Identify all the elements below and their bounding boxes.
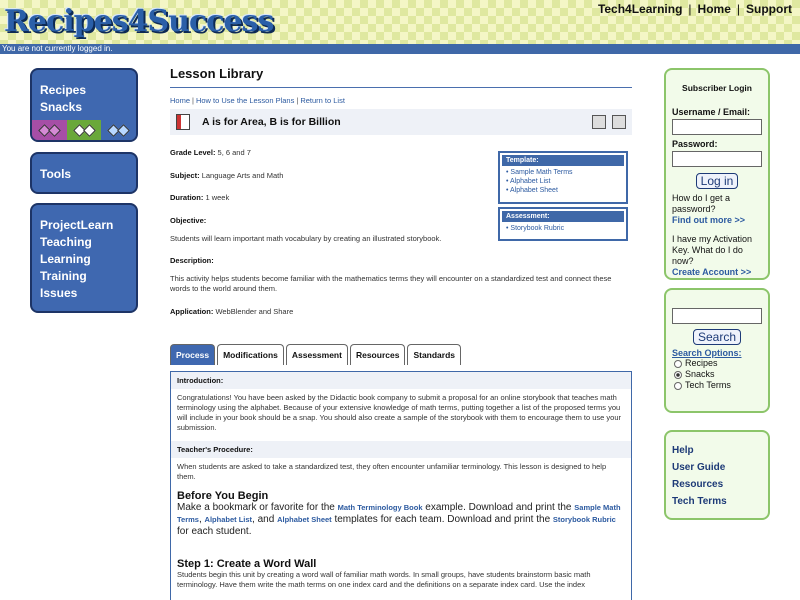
radio-tech-terms[interactable]: Tech Terms — [666, 380, 768, 391]
grade-level: Grade Level: 5, 6 and 7 — [170, 148, 251, 157]
step1-title: Step 1: Create a Word Wall — [177, 558, 317, 570]
tab-assessment[interactable]: Assessment — [286, 344, 348, 365]
password-help: How do I get a password? — [672, 193, 731, 214]
support-link[interactable]: Support — [746, 2, 792, 16]
login-box — [664, 68, 770, 280]
tab-resources[interactable]: Resources — [350, 344, 405, 365]
diamond-icon — [67, 120, 102, 140]
save-icon[interactable] — [612, 115, 626, 129]
resources-link[interactable]: Resources — [672, 479, 724, 490]
duration: Duration: 1 week — [170, 193, 230, 202]
template-box — [498, 151, 628, 204]
lesson-tabs — [170, 344, 461, 365]
site-header — [0, 0, 800, 44]
activation-help: I have my Activation Key. What do I do now? — [672, 234, 753, 266]
intro-header: Introduction: — [171, 372, 631, 389]
main-content — [170, 66, 632, 135]
diamond-icon — [101, 120, 136, 140]
assessment-box — [498, 207, 628, 241]
login-status: You are not currently logged in. — [0, 44, 800, 54]
link-storybook-rubric[interactable]: Storybook Rubric — [552, 515, 616, 524]
crumb-return[interactable]: Return to List — [300, 96, 345, 105]
help-link[interactable]: Help — [672, 445, 694, 456]
template-alphabet-sheet[interactable]: • Alphabet Sheet — [506, 187, 558, 194]
username-label: Username / Email: — [672, 107, 751, 117]
search-input[interactable] — [672, 308, 762, 324]
before-text: Make a bookmark or favorite for the Math Terminology Book example. Download and print the Sample Math Terms, Alphabet List, and Alphabet Sheet templates for each team. Download and print the Storybook Rubric for each student. — [177, 502, 621, 537]
objective-label: Objective: — [170, 216, 207, 225]
create-account-link[interactable]: Create Account >> — [672, 267, 752, 277]
intro-text: Congratulations! You have been asked by the Didactic book company to submit a proposal for an online storybook that teaches math terminology using the alphabet. Because of your extensive knowledge of math terms, putting together a list of the proposed terms you will include in your book should be a snap. You should also create a sample of the storybook with them to encourage them to use your submission. — [177, 393, 622, 432]
username-input[interactable] — [672, 119, 762, 135]
diamond-icon — [32, 120, 67, 140]
breadcrumb: Home | How to Use the Lesson Plans | Return to List — [170, 96, 345, 105]
print-icon[interactable] — [592, 115, 606, 129]
user-guide-link[interactable]: User Guide — [672, 462, 726, 473]
tech-terms-link[interactable]: Tech Terms — [672, 496, 727, 507]
tab-modifications[interactable]: Modifications — [217, 344, 284, 365]
description: This activity helps students become familiar with the mathematics terms they will encounter on a standardized test and connect these words to the world around them. — [170, 274, 612, 293]
crumb-home[interactable]: Home — [170, 96, 191, 105]
radio-recipes[interactable]: Recipes — [666, 358, 768, 369]
password-label: Password: — [672, 139, 718, 149]
teacher-header: Teacher's Procedure: — [171, 441, 631, 458]
nav-teaching[interactable]: Teaching — [40, 235, 92, 249]
tab-standards[interactable]: Standards — [407, 344, 461, 365]
description-label: Description: — [170, 256, 214, 265]
template-sample-math-terms[interactable]: • Sample Math Terms — [506, 169, 573, 176]
link-sample-math-terms[interactable]: Sample Math Terms — [177, 503, 621, 524]
login-title: Subscriber Login — [682, 83, 752, 93]
step1-text: Students begin this unit by creating a word wall of familiar math words. In small groups, have students brainstorm basic math terminology. Have them write the math terms on one index card and the definitions on a separate index card. Use the index — [177, 570, 591, 589]
search-options-label[interactable]: Search Options: — [672, 348, 742, 358]
nav-recipes[interactable]: Recipes — [40, 83, 87, 97]
diamond-decoration — [32, 120, 136, 140]
application: Application: WebBlender and Share — [170, 307, 294, 316]
page-title: Lesson Library — [170, 66, 632, 88]
nav-projectlearn[interactable]: ProjectLearn — [40, 218, 114, 232]
site-logo[interactable]: Recipes4Success — [4, 4, 274, 39]
objective: Students will learn important math vocabulary by creating an illustrated storybook. — [170, 234, 442, 243]
link-math-terminology-book[interactable]: Math Terminology Book — [337, 503, 423, 512]
lesson-header — [170, 109, 632, 135]
login-button[interactable]: Log in — [696, 173, 738, 189]
nav-box-tools — [30, 152, 138, 194]
subject: Subject: Language Arts and Math — [170, 171, 284, 180]
tab-process[interactable]: Process — [170, 344, 215, 365]
before-title: Before You Begin — [177, 490, 269, 502]
process-panel — [170, 371, 632, 600]
link-alphabet-sheet[interactable]: Alphabet Sheet — [277, 515, 332, 524]
find-out-more-link[interactable]: Find out more >> — [672, 215, 746, 225]
password-input[interactable] — [672, 151, 762, 167]
nav-learning[interactable]: Learning — [40, 252, 91, 266]
search-button[interactable]: Search — [693, 329, 741, 345]
teacher-text: When students are asked to take a standardized test, they often encounter unfamiliar terminology. This lesson is designed to help them. — [177, 462, 607, 481]
nav-box-projectlearn — [30, 203, 138, 313]
nav-tools[interactable]: Tools — [40, 167, 72, 181]
nav-training[interactable]: Training — [40, 269, 87, 283]
assessment-storybook-rubric[interactable]: • Storybook Rubric — [506, 225, 565, 232]
nav-issues[interactable]: Issues — [40, 286, 78, 300]
help-box — [664, 430, 770, 520]
search-box — [664, 288, 770, 413]
nav-box-recipes — [30, 68, 138, 142]
crumb-how-to[interactable]: How to Use the Lesson Plans — [195, 96, 295, 105]
template-alphabet-list[interactable]: • Alphabet List — [506, 178, 551, 185]
home-link[interactable]: Home — [697, 2, 731, 16]
book-icon — [176, 114, 190, 130]
lesson-title: A is for Area, B is for Billion — [202, 116, 341, 128]
assessment-header: Assessment: — [502, 211, 624, 222]
radio-snacks[interactable]: Snacks — [666, 369, 768, 380]
top-links: Tech4Learning | Home | Support — [597, 2, 792, 16]
link-alphabet-list[interactable]: Alphabet List — [204, 515, 253, 524]
template-header: Template: — [502, 155, 624, 166]
tech4learning-link[interactable]: Tech4Learning — [597, 2, 683, 16]
nav-snacks[interactable]: Snacks — [40, 100, 83, 114]
